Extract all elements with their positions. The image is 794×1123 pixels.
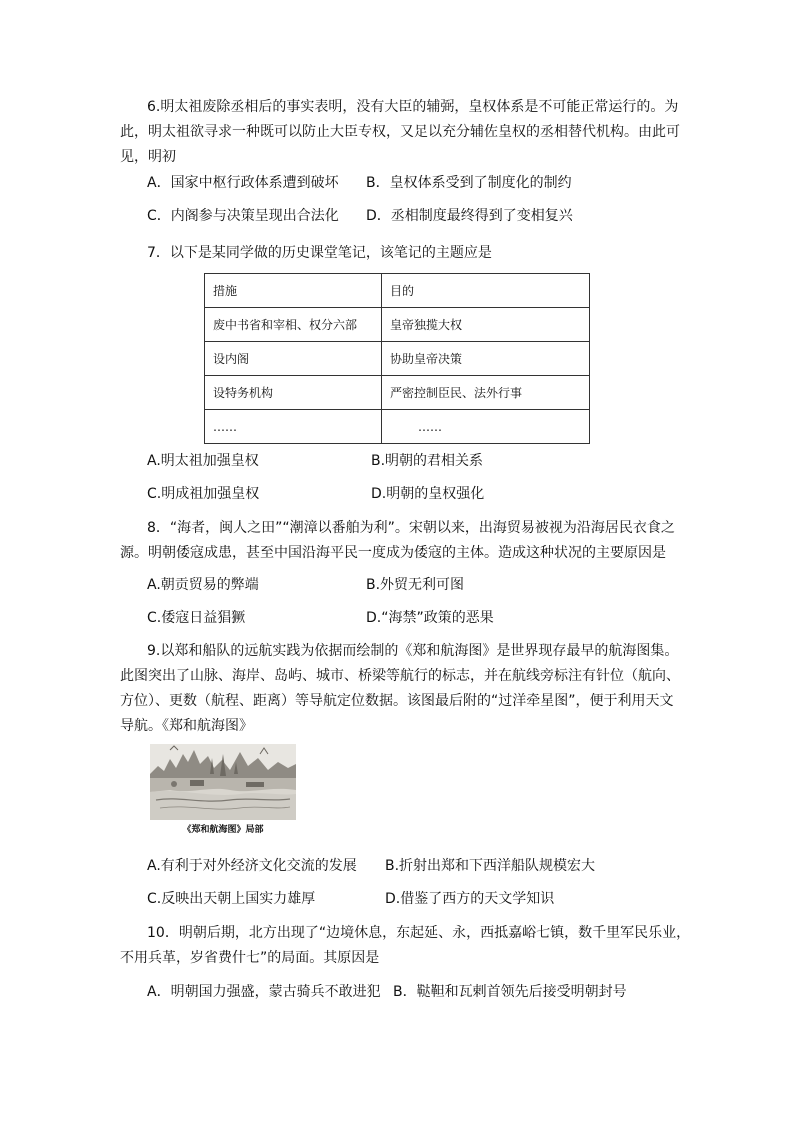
q7-option-c: C.明成祖加强皇权 [147,486,260,502]
notes-table [204,273,590,444]
table-cell: …… [205,410,382,444]
table-cell: 严密控制臣民、法外行事 [382,376,590,410]
q9-option-d: D.借鉴了西方的天文学知识 [385,891,555,907]
table-cell: …… [382,410,590,444]
q8-stem-line2: 源。明朝倭寇成患，甚至中国沿海平民一度成为倭寇的主体。造成这种状况的主要原因是 [120,545,666,561]
q6-stem-line3: 见，明初 [120,149,176,165]
q10-option-a: A．明朝国力强盛，蒙古骑兵不敢进犯 [147,984,381,1000]
q9-stem-line3: 方位）、更数（航程、距离）等导航定位数据。该图最后附的“过洋牵星图”，便于利用天文 [120,693,674,709]
table-header-measure: 措施 [205,274,382,308]
q9-option-b: B.折射出郑和下西洋船队规模宏大 [385,858,596,874]
q10-stem-line2: 不用兵革，岁省费什七”的局面。其原因是 [120,950,380,966]
q7-option-a: A.明太祖加强皇权 [147,453,259,469]
q6-option-b: B．皇权体系受到了制度化的制约 [366,175,572,191]
table-cell: 设内阁 [205,342,382,376]
table-cell: 协助皇帝决策 [382,342,590,376]
q6-stem-line1: 6.明太祖废除丞相后的事实表明，没有大臣的辅弼，皇权体系是不可能正常运行的。为 [147,99,679,115]
q6-option-c: C．内阁参与决策呈现出合法化 [147,208,339,224]
q8-option-b: B.外贸无利可图 [366,577,465,593]
q9-stem-line4: 导航。《郑和航海图》 [120,718,253,734]
q6-option-a: A．国家中枢行政体系遭到破坏 [147,175,339,191]
q9-option-a: A.有利于对外经济文化交流的发展 [147,858,357,874]
q6-stem-line2: 此，明太祖欲寻求一种既可以防止大臣专权，又足以充分辅佐皇权的丞相替代机构。由此可 [120,124,680,140]
table-row [205,410,590,444]
q7-option-b: B.明朝的君相关系 [371,453,484,469]
q7-option-d: D.明朝的皇权强化 [371,486,485,502]
q6-option-d: D．丞相制度最终得到了变相复兴 [366,208,573,224]
q8-option-d: D.“海禁”政策的恶果 [366,610,494,626]
q8-option-c: C.倭寇日益猖獗 [147,610,246,626]
table-row [205,342,590,376]
q8-option-a: A.朝贡贸易的弊端 [147,577,259,593]
q9-option-c: C.反映出天朝上国实力雄厚 [147,891,316,907]
table-header-row [205,274,590,308]
q7-stem: 7．以下是某同学做的历史课堂笔记，该笔记的主题应是 [147,245,492,261]
zhenghe-chart-image [150,744,296,820]
table-cell: 设特务机构 [205,376,382,410]
q10-option-b: B．鞑靼和瓦剌首领先后接受明朝封号 [393,984,627,1000]
figure-caption: 《郑和航海图》局部 [182,825,264,835]
table-cell: 皇帝独揽大权 [382,308,590,342]
table-cell: 废中书省和宰相、权分六部 [205,308,382,342]
table-header-purpose: 目的 [382,274,590,308]
q9-stem-line2: 此图突出了山脉、海岸、岛屿、城市、桥梁等航行的标志，并在航线旁标注有针位（航向、 [120,668,680,684]
table-row [205,376,590,410]
table-row [205,308,590,342]
q9-stem-line1: 9.以郑和船队的远航实践为依据而绘制的《郑和航海图》是世界现存最早的航海图集。 [147,643,679,659]
q10-stem-line1: 10．明朝后期，北方出现了“边境休息，东起延、永，西抵嘉峪七镇，数千里军民乐业， [147,925,691,941]
q8-stem-line1: 8．“海者，闽人之田”“潮漳以番舶为利”。宋朝以来，出海贸易被视为沿海居民衣食之 [147,520,675,536]
